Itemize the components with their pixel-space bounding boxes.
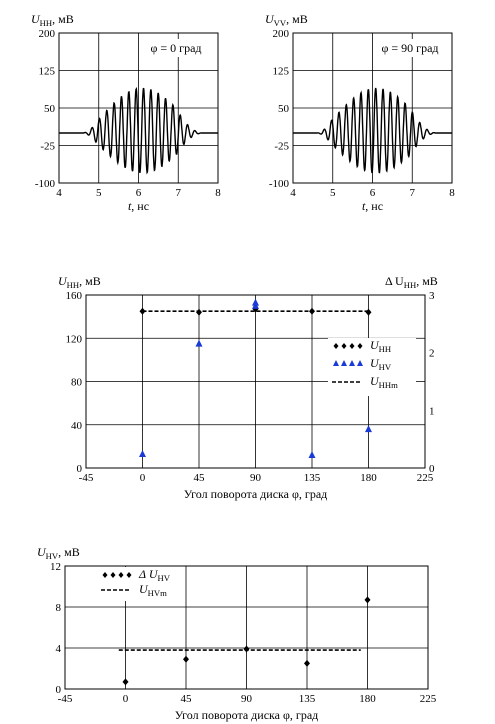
y-tick-label: 125 xyxy=(272,65,289,78)
osc_hh-chart xyxy=(31,12,221,213)
x-tick-label: 90 xyxy=(250,472,261,484)
data-point-triangle xyxy=(139,450,146,457)
x-tick-label: 6 xyxy=(369,187,376,199)
x-axis-label: t, нс xyxy=(127,199,150,213)
y-tick-label: 200 xyxy=(38,28,55,40)
x-tick-label: 8 xyxy=(449,187,455,199)
data-point-diamond xyxy=(183,656,189,663)
y-axis-label: $U_{HH}$, мВ xyxy=(31,12,74,28)
x-tick-label: 180 xyxy=(360,472,377,484)
legend-label: $U_{HVm}$ xyxy=(139,582,167,598)
x-tick-label: 6 xyxy=(135,187,142,199)
y-tick-label: -25 xyxy=(274,140,289,153)
osc_vv-chart xyxy=(265,12,455,213)
y-tick-label: 80 xyxy=(71,376,82,389)
y2-tick-label: 1 xyxy=(429,405,435,418)
x-tick-label: 5 xyxy=(330,187,336,199)
x-axis-label: Угол поворота диска φ, град xyxy=(174,708,319,722)
data-point-diamond xyxy=(123,678,129,685)
data-point-triangle xyxy=(309,451,316,458)
y-tick-label: 120 xyxy=(65,333,82,346)
y-tick-label: 50 xyxy=(44,103,55,115)
x-tick-label: 225 xyxy=(419,693,437,705)
legend-label: $U_{HHm}$ xyxy=(370,374,398,390)
x-tick-label: 7 xyxy=(409,187,415,199)
x-tick-label: 45 xyxy=(180,693,192,705)
y2-axis-label: Δ $U_{HH}$, мВ xyxy=(385,274,438,290)
x-tick-label: 5 xyxy=(96,187,102,199)
legend-label: Δ $U_{HV}$ xyxy=(139,567,170,583)
y-tick-label: 40 xyxy=(71,419,82,432)
y-tick-label: 4 xyxy=(55,643,61,655)
x-tick-label: 45 xyxy=(193,472,205,484)
x-tick-label: 8 xyxy=(215,187,221,199)
y2-tick-label: 0 xyxy=(429,463,435,475)
y-tick-label: 200 xyxy=(272,28,289,40)
data-point-diamond xyxy=(365,596,371,603)
y2-tick-label: 2 xyxy=(429,347,435,360)
x-tick-label: 135 xyxy=(303,472,321,484)
data-point-diamond xyxy=(244,646,250,653)
legend-label: $U_{HH}$ xyxy=(370,338,392,354)
data-point-diamond xyxy=(196,309,202,316)
phase-annotation: φ = 0 град xyxy=(150,41,202,55)
y-tick-label: -25 xyxy=(40,140,55,153)
y2-tick-label: 3 xyxy=(429,290,435,302)
data-point-triangle xyxy=(196,340,203,347)
y-tick-label: -100 xyxy=(268,178,289,190)
x-tick-label: 0 xyxy=(122,693,129,705)
x-tick-label: 4 xyxy=(290,187,296,199)
y-axis-label: $U_{HH}$, мВ xyxy=(58,274,101,290)
x-tick-label: 135 xyxy=(298,693,316,705)
y-tick-label: 8 xyxy=(55,602,61,614)
y-tick-label: 12 xyxy=(50,561,61,573)
y-tick-label: 50 xyxy=(278,103,289,115)
legend xyxy=(328,338,416,396)
y-tick-label: 160 xyxy=(65,290,82,302)
scatter_dhv-chart xyxy=(37,545,437,722)
x-axis-label: t, нс xyxy=(361,199,384,213)
x-tick-label: 7 xyxy=(175,187,181,199)
x-tick-label: 0 xyxy=(139,472,146,484)
data-point-diamond xyxy=(304,660,310,667)
x-tick-label: 90 xyxy=(241,693,252,705)
data-point-triangle xyxy=(365,425,372,432)
scatter_hh_hv-chart xyxy=(58,274,438,501)
x-tick-label: 225 xyxy=(416,472,434,484)
x-axis-label: Угол поворота диска φ, град xyxy=(183,487,328,501)
y-tick-label: 0 xyxy=(76,463,82,475)
y-axis-label: $U_{HV}$, мВ xyxy=(37,545,80,561)
x-tick-label: -45 xyxy=(57,693,73,705)
x-tick-label: -45 xyxy=(78,472,94,484)
y-tick-label: -100 xyxy=(34,178,55,190)
y-axis-label: $U_{VV}$, мВ xyxy=(265,12,308,28)
x-tick-label: 180 xyxy=(359,693,376,705)
x-tick-label: 4 xyxy=(56,187,62,199)
data-point-diamond xyxy=(366,309,372,316)
y-tick-label: 0 xyxy=(55,684,61,696)
legend-label: $U_{HV}$ xyxy=(370,356,392,372)
legend xyxy=(97,567,185,601)
phase-annotation: φ = 90 град xyxy=(381,41,439,55)
y-tick-label: 125 xyxy=(38,65,55,78)
